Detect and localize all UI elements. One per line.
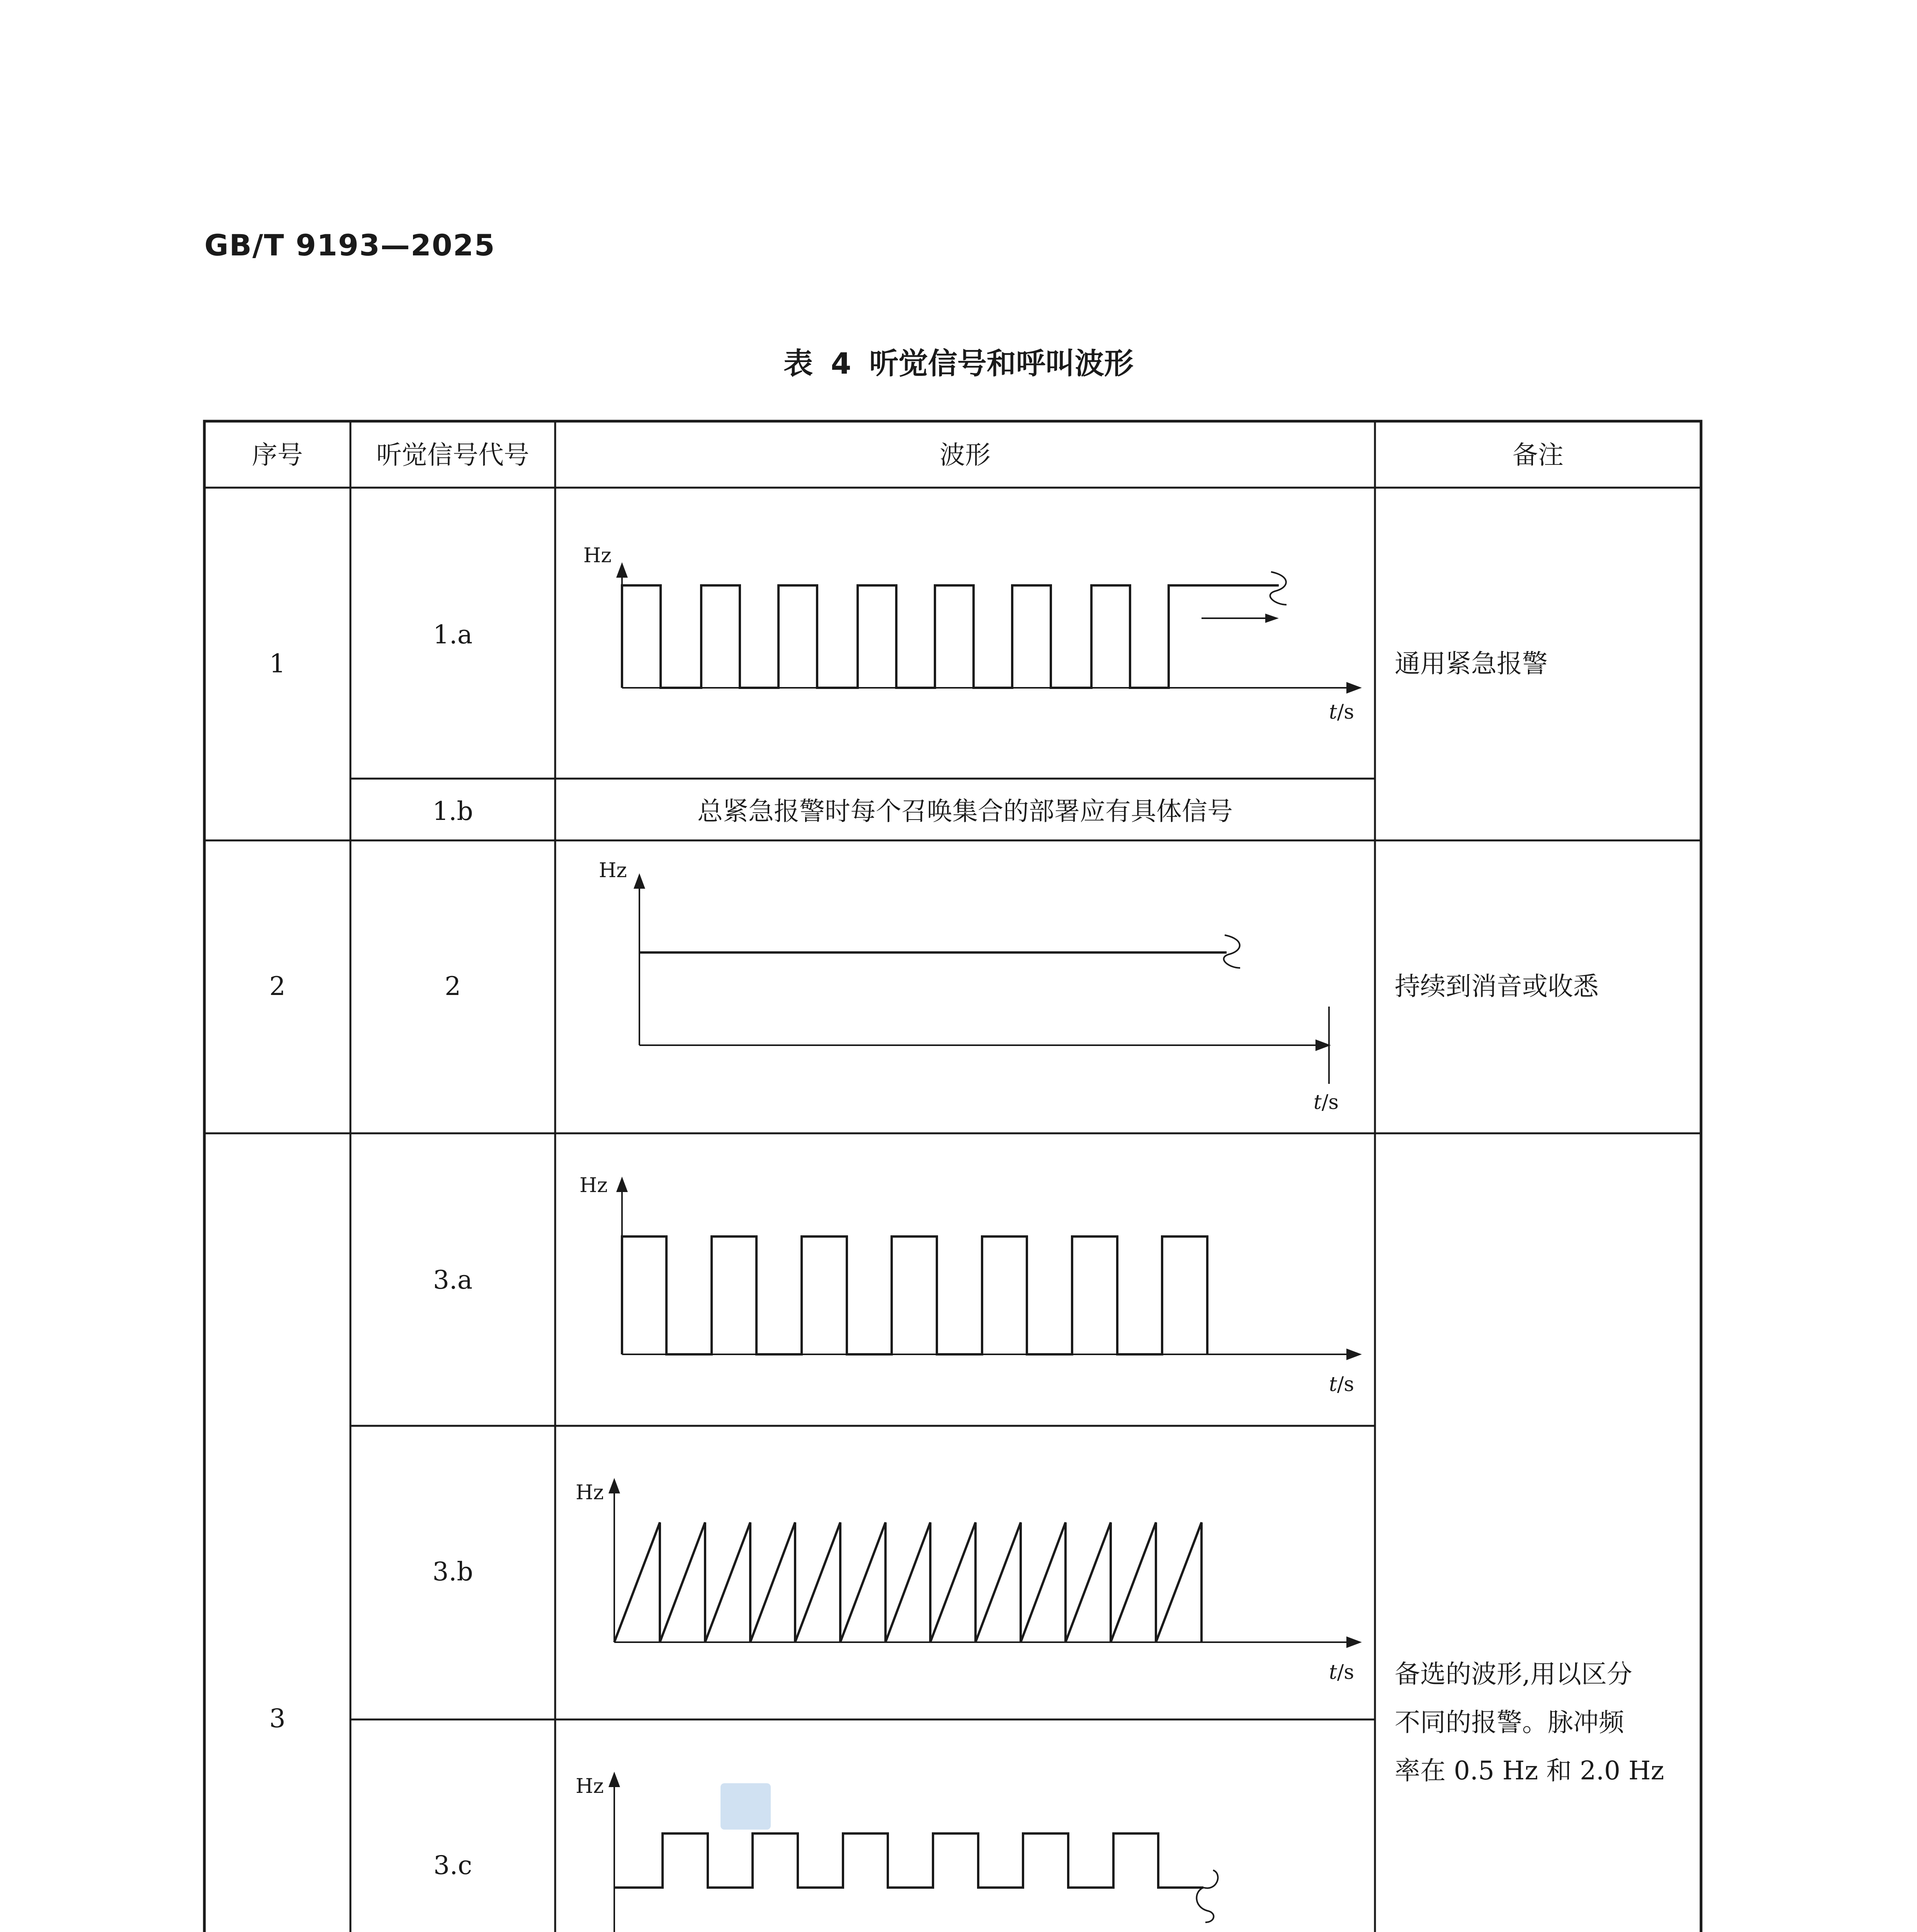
waveform-2 <box>599 859 1339 1114</box>
y-axis-label: Hz <box>576 1481 604 1504</box>
remark-continuous: 持续到消音或收悉 <box>1395 971 1599 1001</box>
seq-cell: 2 <box>269 971 286 1001</box>
waveform-line <box>614 1522 1202 1642</box>
continuation-arrowhead <box>1265 614 1279 623</box>
column-header-remarks: 备注 <box>1513 440 1564 470</box>
code-cell: 3.c <box>433 1850 472 1880</box>
remark-general-alarm: 通用紧急报警 <box>1395 649 1548 679</box>
code-cell: 1.b <box>432 796 473 826</box>
table-border <box>204 421 1701 1932</box>
seq-cell: 3 <box>269 1704 286 1733</box>
x-axis-arrow <box>1346 1349 1362 1360</box>
y-axis-label: Hz <box>583 544 612 567</box>
x-axis-label: t/s <box>1314 1091 1339 1114</box>
x-axis-arrow <box>1346 1636 1362 1648</box>
y-axis-arrow <box>616 562 628 578</box>
y-axis-arrow <box>616 1177 628 1192</box>
seq-cell: 1 <box>269 649 286 679</box>
x-axis-label: t/s <box>1329 1661 1354 1684</box>
waveform-3a <box>580 1174 1362 1396</box>
y-axis-label: Hz <box>576 1775 604 1798</box>
x-axis-label: t/s <box>1329 1373 1354 1396</box>
waveform-3c <box>576 1772 1362 1932</box>
code-cell: 3.a <box>433 1265 473 1295</box>
x-axis-label: t/s <box>1329 701 1354 724</box>
y-axis-arrow <box>608 1478 620 1493</box>
code-cell: 1.a <box>433 620 473 650</box>
y-axis-label: Hz <box>580 1174 608 1197</box>
signal-description: 总紧急报警时每个召唤集合的部署应有具体信号 <box>697 796 1233 826</box>
column-header-waveform: 波形 <box>940 440 991 470</box>
remark-line: 不同的报警。脉冲频 <box>1395 1708 1624 1737</box>
code-cell: 2 <box>445 971 461 1001</box>
waveform-3b <box>576 1478 1362 1684</box>
x-axis-arrow <box>1346 682 1362 694</box>
table-title: 表 4 听觉信号和呼叫波形 <box>783 346 1134 381</box>
waveform-1a <box>583 544 1362 724</box>
y-axis-label: Hz <box>599 859 627 882</box>
waveform-line <box>614 1833 1203 1888</box>
watermark-logo <box>721 1783 771 1830</box>
column-header-seq: 序号 <box>252 440 303 470</box>
remark-line: 率在 0.5 Hz 和 2.0 Hz <box>1395 1756 1664 1786</box>
remark-line: 备选的波形,用以区分 <box>1395 1659 1632 1689</box>
standard-number: GB/T 9193—2025 <box>204 228 496 262</box>
y-axis-arrow <box>634 873 645 889</box>
continuation-mark <box>1270 572 1286 605</box>
column-header-code: 听觉信号代号 <box>376 440 529 470</box>
waveform-line <box>622 585 1279 688</box>
continuation-mark <box>1196 1870 1218 1922</box>
waveform-line <box>622 1236 1207 1354</box>
code-cell: 3.b <box>432 1557 473 1587</box>
y-axis-arrow <box>608 1772 620 1787</box>
